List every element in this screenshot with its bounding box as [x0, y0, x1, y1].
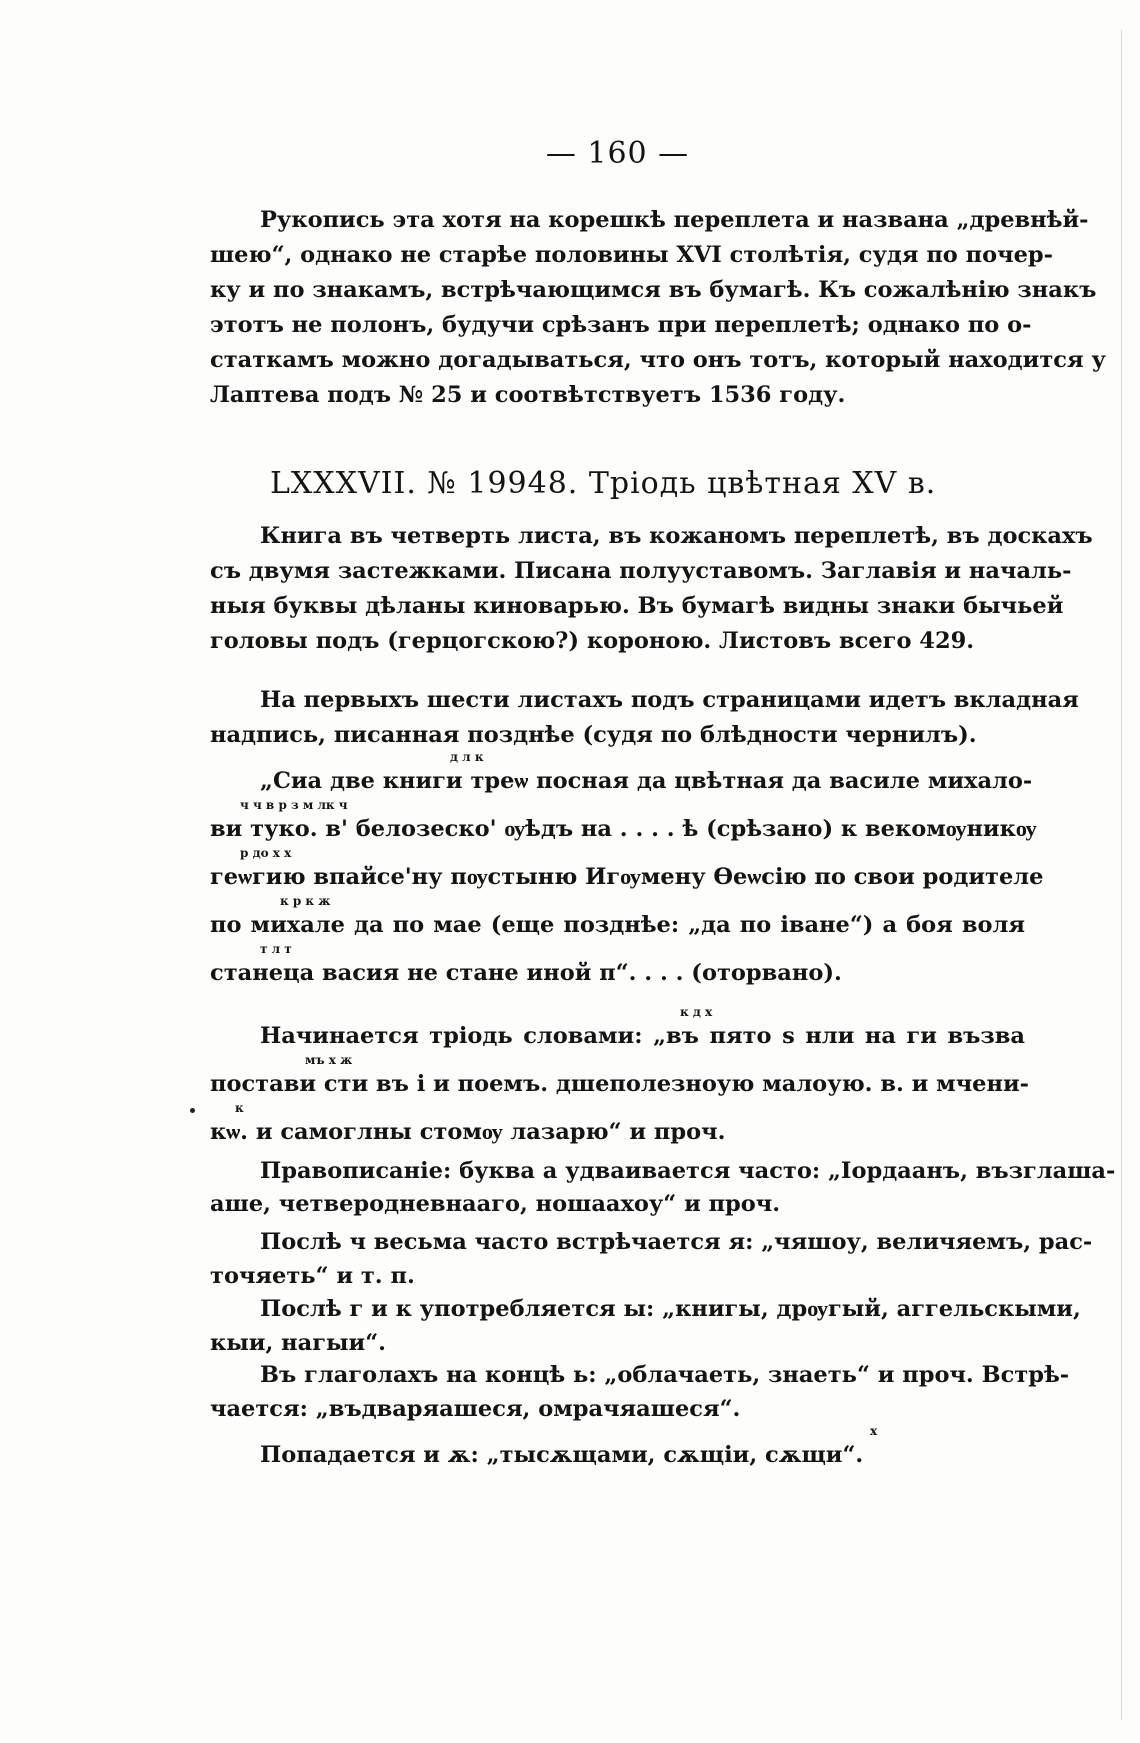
superscript-row: т л т [260, 942, 292, 956]
text-line: Книга въ четверть листа, въ кожаномъ переплетѣ, въ доскахъ [260, 523, 1093, 549]
yus-paragraph [210, 1424, 1025, 1472]
after-ch-paragraph [210, 1225, 1093, 1293]
text-line: Рукопись эта хотя на корешкѣ переплета и названа „древнѣй- [260, 207, 1089, 233]
text-line: ныя буквы дѣланы киноварью. Въ бумагѣ видны знаки бычьей [210, 593, 1064, 619]
text-line: „Сиа две книги треѡ посная да цвѣтная да василе михало- [260, 768, 1033, 794]
superscript-row: ч ч в р з м лк ч [240, 798, 348, 812]
text-line: кѡ. и самоглны стомѹ лазарю“ и проч. [210, 1119, 726, 1145]
intro-paragraph [210, 203, 1106, 413]
superscript-row: к р к ж [280, 894, 331, 908]
superscript-row: х [870, 1424, 878, 1438]
inscription-quote [210, 750, 1044, 990]
text-line: Послѣ г и к употребляется ы: „книгы, дрѹгый, аггельскыми, [260, 1296, 1081, 1322]
text-line: кыи, нагыи“. [210, 1330, 387, 1356]
text-line: шею“, однако не старѣе половины XVI столѣтія, судя по почер- [210, 242, 1053, 268]
page-number: — 160 — [545, 136, 690, 171]
text-line: ви туко. в' белозеско' ѹѣдъ на . . . . ѣ (срѣзано) к векомѹникѹ [210, 816, 1037, 842]
superscript-row: к [235, 1101, 244, 1115]
margin-mark [190, 1108, 195, 1113]
beginning-paragraph [210, 1005, 1029, 1149]
text-line: этотъ не полонъ, будучи срѣзанъ при переплетѣ; однако по о- [210, 312, 1032, 338]
text-line: постави сти въ і и поемъ. дшеполезноую малоую. в. и мчени- [210, 1071, 1029, 1097]
text-line: чается: „въдваряашеся, омрачяашеся“. [210, 1396, 741, 1422]
section-heading: LXXXVII. № 19948. Тріодь цвѣтная XV в. [270, 466, 937, 501]
superscript-row: д л к [450, 750, 484, 764]
description-paragraph [210, 519, 1093, 659]
after-gk-paragraph [210, 1292, 1081, 1360]
text-line: Начинается тріодь словами: „въ пято ѕ нли на ги възва [260, 1023, 1025, 1049]
text-line: ку и по знакамъ, встрѣчающимся въ бумагѣ. Къ сожалѣнію знакъ [210, 277, 1097, 303]
superscript-row: к д х [680, 1005, 713, 1019]
text-line: аше, четверодневнааго, ношаахоу“ и проч. [210, 1191, 781, 1217]
text-line: Правописаніе: буква а удваивается часто: „Іордаанъ, възглаша- [260, 1158, 1116, 1184]
superscript-row: р до х х [240, 846, 292, 860]
text-line: головы подъ (герцогскою?) короною. Листовъ всего 429. [210, 628, 975, 654]
text-line: съ двумя застежками. Писана полууставомъ. Заглавія и началь- [210, 558, 1072, 584]
text-line: Попадается и ѫ: „тысѫщами, сѫщіи, сѫщи“. [260, 1442, 864, 1468]
text-line: станеца васия не стане иной п“. . . . (оторвано). [210, 960, 842, 986]
text-line: точяеть“ и т. п. [210, 1263, 415, 1289]
inscription-intro [210, 683, 1079, 753]
scan-edge-line [1121, 30, 1122, 1720]
text-line: На первыхъ шести листахъ подъ страницами идетъ вкладная [260, 687, 1079, 713]
text-line: геѡгию впайсе'ну пѹстыню Игѹмену Ѳеѡсію по свои родителе [210, 864, 1044, 890]
orthography-paragraph [210, 1155, 1116, 1221]
text-line: статкамъ можно догадываться, что онъ тотъ, который находится у [210, 347, 1106, 373]
text-line: Лаптева подъ № 25 и соотвѣтствуетъ 1536 году. [210, 382, 846, 408]
superscript-row: мъ х ж [305, 1053, 353, 1067]
text-line: Послѣ ч весьма часто встрѣчается я: „чяшоу, величяемъ, рас- [260, 1229, 1093, 1255]
text-line: Въ глаголахъ на концѣ ь: „облачаеть, знаеть“ и проч. Встрѣ- [260, 1362, 1070, 1388]
verbs-paragraph [210, 1358, 1070, 1426]
text-line: по михале да по мае (еще позднѣе: „да по іване“) а боя воля [210, 912, 1025, 938]
text-line: надпись, писанная позднѣе (судя по блѣдности чернилъ). [210, 722, 977, 748]
